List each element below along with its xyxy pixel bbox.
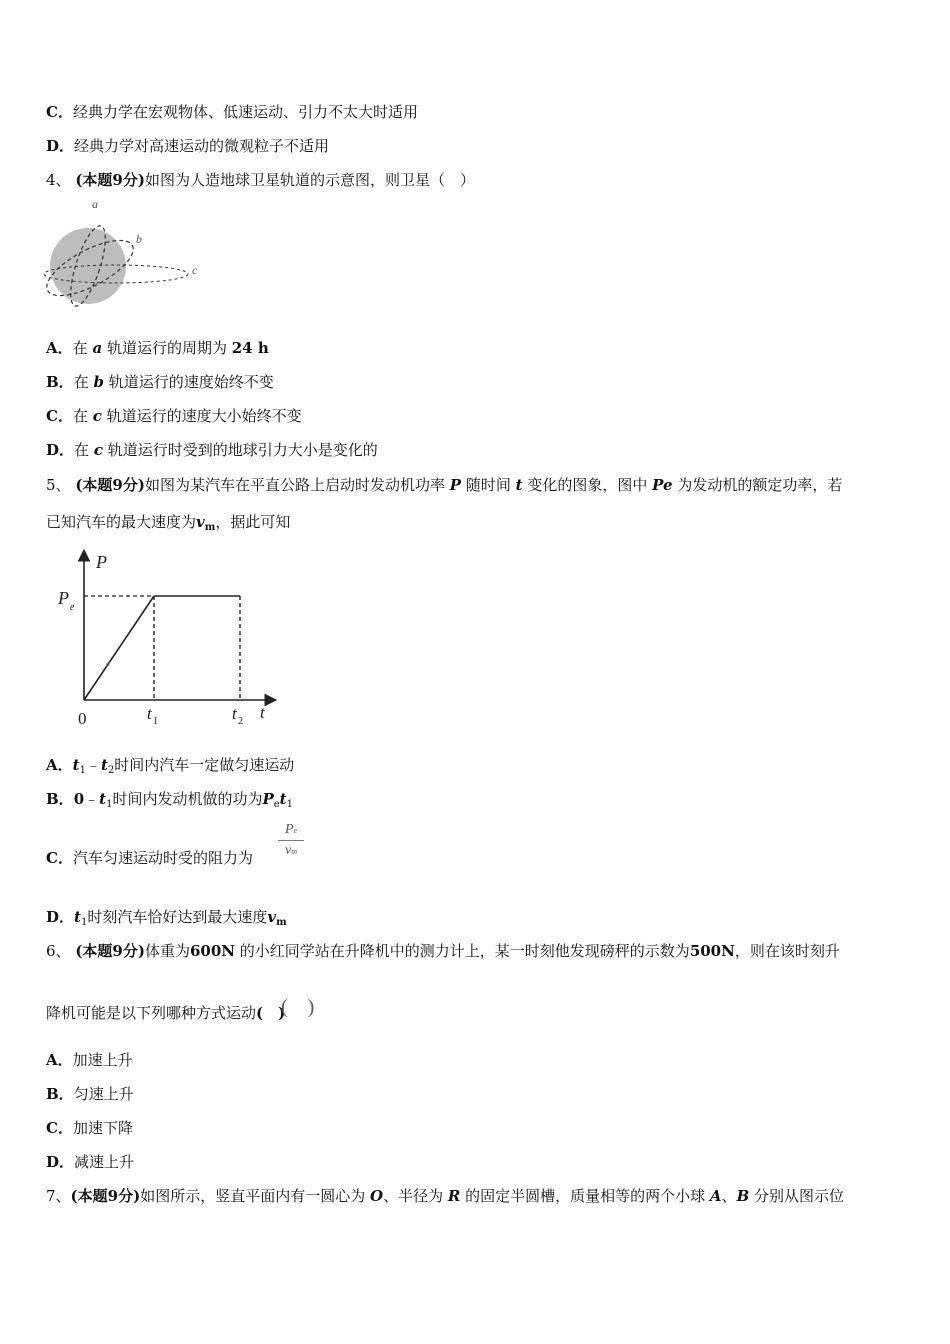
- question-text: 变化的图象，图中: [527, 476, 648, 494]
- q4-option-d: [46, 440, 378, 460]
- q5-option-b: [46, 789, 293, 815]
- q6-stem: [46, 941, 840, 961]
- q7-stem: [46, 1186, 844, 1206]
- var-r: R: [447, 1187, 461, 1205]
- q3-option-c: [46, 102, 418, 122]
- var-sub: 1: [80, 917, 88, 928]
- question-text: 如图所示，竖直平面内有一圆心为: [140, 1187, 366, 1205]
- q5-option-c: [46, 848, 253, 868]
- var-t: t: [99, 790, 107, 808]
- question-text: 为发动机的额定功率，若: [677, 476, 843, 494]
- var-a: A: [709, 1187, 722, 1205]
- option-text: 加速下降: [72, 1119, 133, 1137]
- q4-option-b: [46, 372, 274, 392]
- question-tag: (本题9分): [75, 942, 145, 960]
- option-label: C．: [46, 103, 73, 121]
- var-sub: 1: [79, 765, 86, 776]
- var-t: t: [74, 908, 81, 926]
- denominator-var: v: [285, 843, 292, 858]
- var-pe: Pe: [652, 476, 673, 494]
- var-t: t: [279, 790, 287, 808]
- denominator-sub: m: [291, 847, 297, 856]
- pe-label-sub: e: [70, 602, 75, 613]
- option-text: 轨道运行的速度始终不变: [108, 373, 274, 391]
- dash: ﹣: [84, 790, 100, 808]
- t1-label: t: [147, 704, 152, 723]
- power-time-graph: [44, 542, 284, 732]
- question-text: 已知汽车的最大速度为: [46, 513, 197, 531]
- orbit-var: b: [93, 373, 104, 391]
- q6-stem-line2: [46, 1003, 285, 1023]
- q5-option-a: [46, 755, 294, 781]
- t2-label-sub: 2: [238, 716, 243, 727]
- option-label: A．: [46, 1051, 73, 1069]
- orbit-var: a: [92, 339, 103, 357]
- option-label: A．: [46, 756, 73, 774]
- option-text: 轨道运行时受到的地球引力大小是变化的: [107, 441, 378, 459]
- t1-label-sub: 1: [153, 716, 158, 727]
- option-label: C．: [46, 407, 73, 425]
- option-text: 时间内发动机做的功为: [112, 790, 263, 808]
- zero: 0: [73, 790, 85, 808]
- pe-label: P: [58, 588, 69, 608]
- option-text: 轨道运行的速度大小始终不变: [106, 407, 302, 425]
- t2-label: t: [232, 704, 237, 723]
- question-text: 如图为人造地球卫星轨道的示意图，则卫星（ ）: [144, 171, 475, 189]
- q6-option-c: [46, 1118, 133, 1138]
- answer-paren: ( ): [256, 1004, 286, 1022]
- option-text: 在: [73, 373, 89, 391]
- q5-option-d: [46, 907, 287, 933]
- q5-stem-line2: [46, 512, 290, 538]
- option-label: C．: [46, 1119, 73, 1137]
- q3-option-d: [46, 136, 329, 156]
- question-text: 、半径为: [383, 1187, 444, 1205]
- option-label: D．: [46, 1153, 75, 1171]
- option-label: B．: [46, 373, 74, 391]
- var-b: B: [736, 1187, 750, 1205]
- option-text: 轨道运行的周期为: [106, 339, 227, 357]
- var-v: v: [196, 513, 205, 531]
- option-text: 经典力学在宏观物体、低速运动、引力不太大时适用: [72, 103, 418, 121]
- fraction-denominator: [278, 841, 304, 859]
- option-text: 时刻汽车恰好达到最大速度: [87, 908, 268, 926]
- question-tag: (本题9分): [75, 476, 145, 494]
- orbit-var: c: [93, 441, 103, 459]
- scale-value: 500N: [689, 942, 735, 960]
- question-number: 6、: [46, 942, 71, 960]
- q6-option-a: [46, 1050, 133, 1070]
- var-sub: 1: [106, 799, 113, 810]
- var-v-sub: m: [204, 522, 216, 533]
- question-text: 分别从图示位: [754, 1187, 845, 1205]
- fraction-numerator: [278, 822, 304, 841]
- question-text: 随时间: [465, 476, 511, 494]
- var-t: t: [515, 476, 523, 494]
- question-text: 降机可能是以下列哪种方式运动: [46, 1004, 257, 1022]
- x-axis-label: t: [260, 703, 265, 722]
- q4-option-a: [46, 338, 269, 358]
- option-label: B．: [46, 1085, 74, 1103]
- period-value: 24 h: [231, 339, 269, 357]
- option-text: 时间内汽车一定做匀速运动: [114, 756, 295, 774]
- var-p: P: [449, 476, 462, 494]
- var-o: O: [369, 1187, 384, 1205]
- question-number: 5、: [46, 476, 71, 494]
- option-text: 汽车匀速运动时受的阻力为: [72, 849, 253, 867]
- var-p: P: [262, 790, 274, 808]
- answer-bracket-image: ( ): [281, 996, 315, 1018]
- question-text: 的固定半圆槽，质量相等的两个小球: [465, 1187, 706, 1205]
- satellite-orbit-figure: [40, 194, 220, 312]
- orbit-var: c: [92, 407, 102, 425]
- label-b: b: [136, 232, 142, 246]
- question-number: 4、: [46, 171, 71, 189]
- var-sub: m: [276, 917, 287, 928]
- label-c: c: [192, 263, 198, 277]
- option-text: 减速上升: [74, 1153, 135, 1171]
- question-tag: (本题9分): [75, 171, 145, 189]
- var-sub: 2: [107, 765, 115, 776]
- option-text: 在: [74, 441, 90, 459]
- q4-stem: [46, 170, 475, 190]
- origin-label: 0: [78, 709, 87, 728]
- option-text: 在: [72, 339, 88, 357]
- question-tag: (本题9分): [70, 1187, 141, 1205]
- question-text: 如图为某汽车在平直公路上启动时发动机功率: [144, 476, 445, 494]
- question-text: ，据此可知: [215, 513, 291, 531]
- option-text: 匀速上升: [73, 1085, 134, 1103]
- numerator-var: P: [284, 822, 294, 837]
- var-sub: e: [273, 799, 280, 810]
- q5-stem: [46, 475, 842, 495]
- option-label: A．: [46, 339, 73, 357]
- question-number: 7、: [46, 1187, 71, 1205]
- resistance-fraction: [278, 822, 304, 859]
- var-sub: 1: [286, 799, 293, 810]
- question-text: 、: [721, 1187, 737, 1205]
- label-a: a: [92, 197, 98, 211]
- option-label: C．: [46, 849, 73, 867]
- dash: ﹣: [85, 756, 101, 774]
- option-label: D．: [46, 137, 75, 155]
- question-text: 体重为: [144, 942, 190, 960]
- q6-option-b: [46, 1084, 134, 1104]
- var-t: t: [100, 756, 108, 774]
- q6-option-d: [46, 1152, 134, 1172]
- option-text: 经典力学对高速运动的微观粒子不适用: [74, 137, 330, 155]
- question-text: 的小红同学站在升降机中的测力计上，某一时刻他发现磅秤的示数为: [239, 942, 690, 960]
- option-text: 加速上升: [72, 1051, 133, 1069]
- option-label: D．: [46, 441, 75, 459]
- weight-value: 600N: [189, 942, 236, 960]
- question-text: ，则在该时刻升: [734, 942, 840, 960]
- y-axis-label: P: [96, 552, 107, 572]
- var-v: v: [267, 908, 277, 926]
- var-t: t: [72, 756, 80, 774]
- numerator-sub: e: [293, 826, 298, 835]
- option-text: 在: [72, 407, 88, 425]
- q4-option-c: [46, 406, 302, 426]
- segment-mark: a: [106, 659, 110, 668]
- ramp-line: [84, 596, 154, 700]
- option-label: D．: [46, 908, 75, 926]
- option-label: B．: [46, 790, 74, 808]
